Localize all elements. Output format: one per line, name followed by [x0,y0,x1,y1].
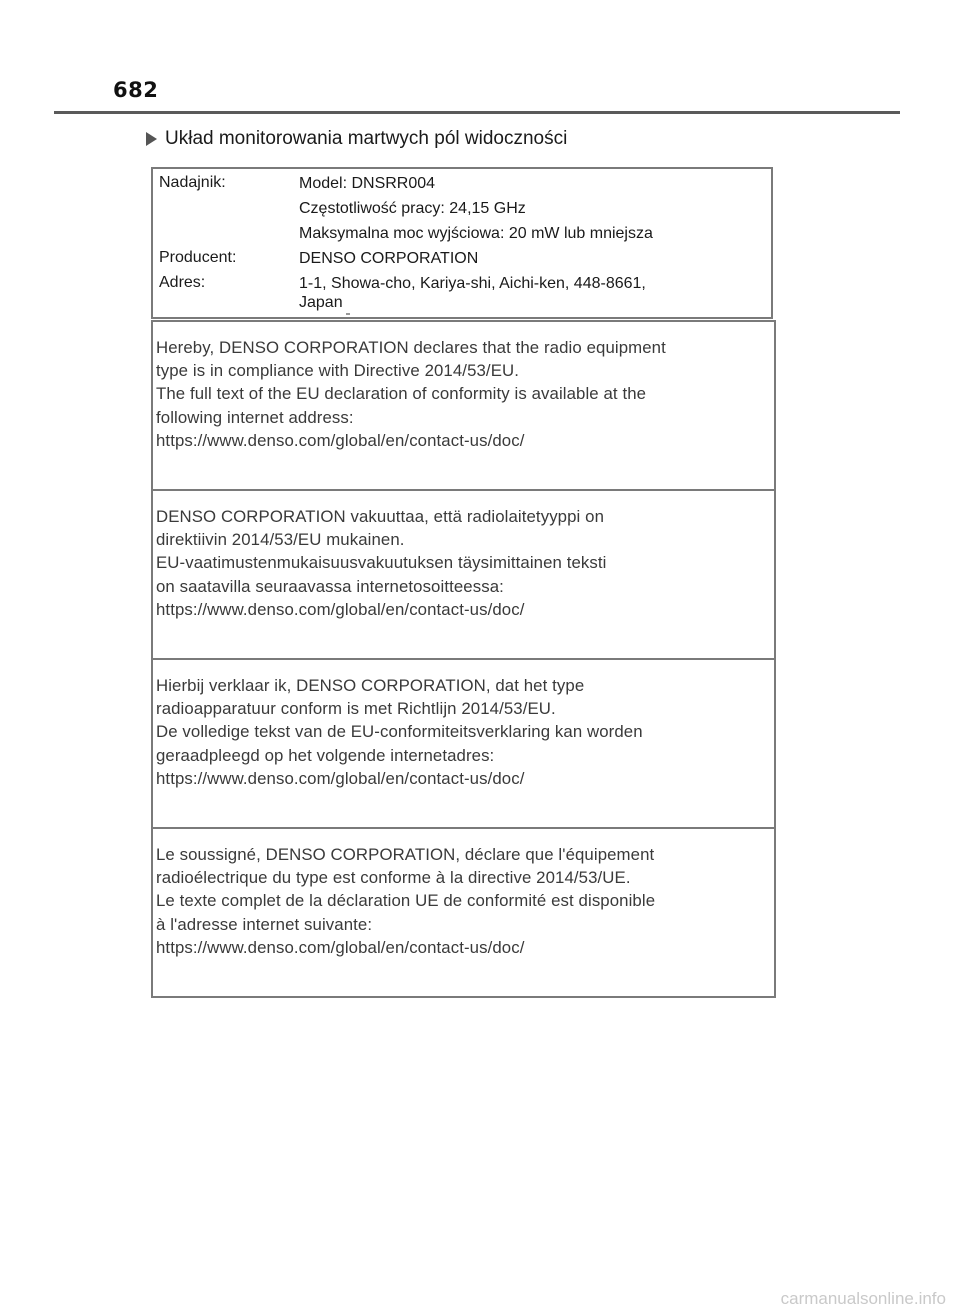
spec-label: Producent: [159,249,237,266]
declaration-nl [151,658,776,829]
declaration-url: https://www.denso.com/global/en/contact-us/doc/ [156,768,525,788]
header-rule [54,111,900,114]
section-title: Układ monitorowania martwych pól widoczności [165,128,568,149]
declaration-line: geraadpleegd op het volgende internetadres: [156,745,495,765]
declaration-url: https://www.denso.com/global/en/contact-us/doc/ [156,599,525,619]
declaration-text [156,843,756,959]
declaration-line: à l'adresse internet suivante: [156,914,373,934]
declaration-fr [151,827,776,998]
declaration-line: following internet address: [156,407,354,427]
spec-value: Maksymalna moc wyjściowa: 20 mW lub mniejsza [299,225,653,242]
declaration-line: Hierbij verklaar ik, DENSO CORPORATION, dat het type [156,676,585,695]
watermark: carmanualsonline.info [780,1289,946,1308]
declaration-url: https://www.denso.com/global/en/contact-us/doc/ [156,937,525,957]
declaration-line: radioélectrique du type est conforme à la directive 2014/53/UE. [156,868,631,888]
spec-label: Adres: [159,274,206,291]
declaration-en [151,320,776,491]
declaration-url: https://www.denso.com/global/en/contact-us/doc/ [156,430,525,450]
page-number: 682 [113,78,159,102]
declaration-line: type is in compliance with Directive 2014/53/EU. [156,361,519,381]
declaration-line: DENSO CORPORATION vakuuttaa, että radiolaitetyyppi on [156,507,605,526]
declaration-line: Hereby, DENSO CORPORATION declares that the radio equipment [156,338,666,357]
declaration-text [156,505,756,621]
spec-value: 1-1, Showa-cho, Kariya-shi, Aichi-ken, 448-8661, [299,275,646,292]
declaration-line: Le texte complet de la déclaration UE de conformité est disponible [156,891,656,911]
declaration-line: The full text of the EU declaration of conformity is available at the [156,384,647,404]
declaration-line: De volledige tekst van de EU-conformiteitsverklaring kan worden [156,722,643,742]
spec-value: Model: DNSRR004 [299,175,436,192]
declaration-line: on saatavilla seuraavassa internetosoitteessa: [156,576,504,596]
triangle-right-icon [146,132,157,146]
spec-value: Japan [299,294,343,311]
scan-mark [346,313,350,315]
declaration-fi [151,489,776,660]
spec-table [151,167,773,319]
section-heading [146,126,567,152]
declaration-text [156,674,756,790]
spec-value: Częstotliwość pracy: 24,15 GHz [299,200,526,217]
declaration-line: EU-vaatimustenmukaisuusvakuutuksen täysimittainen teksti [156,553,607,573]
declaration-line: direktiivin 2014/53/EU mukainen. [156,530,405,550]
spec-value: DENSO CORPORATION [299,250,479,267]
spec-label: Nadajnik: [159,174,226,191]
declaration-text [156,336,756,452]
declaration-line: Le soussigné, DENSO CORPORATION, déclare que l'équipement [156,845,655,864]
declaration-line: radioapparatuur conform is met Richtlijn 2014/53/EU. [156,699,556,719]
